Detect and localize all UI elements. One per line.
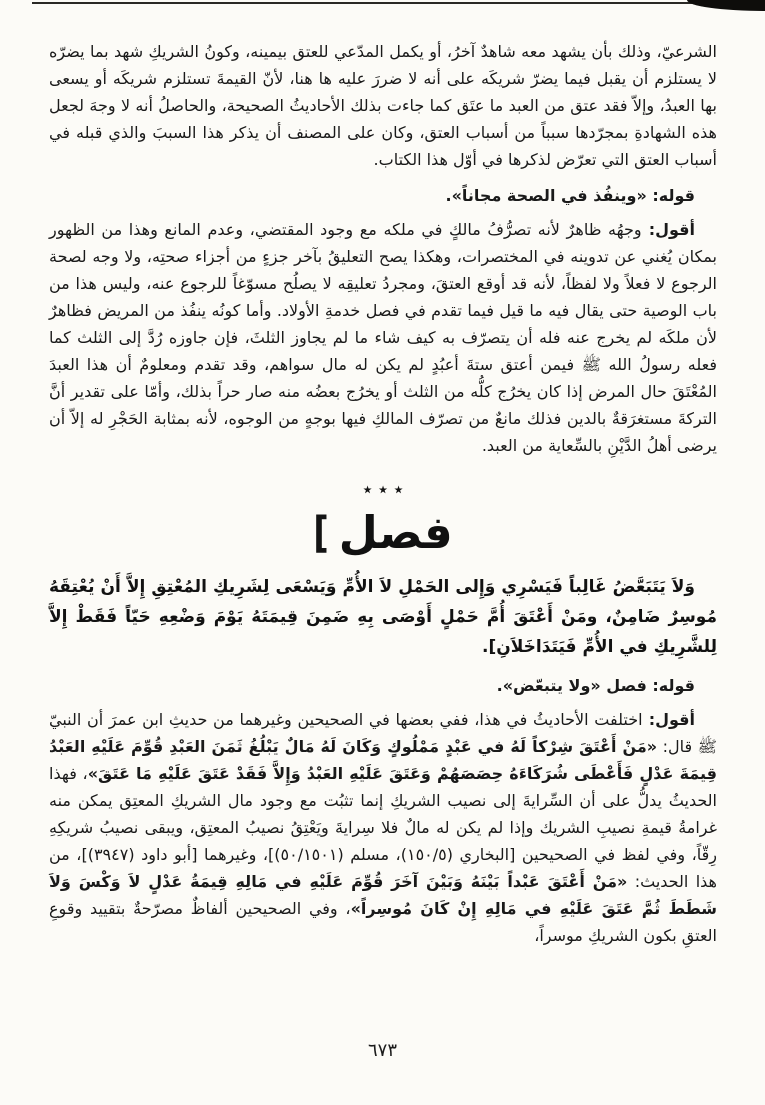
- hadith-quote-2: «مَنْ أَعْتَقَ عَبْداً بَيْنَهُ وَبَيْنَ آخَرَ قُوِّمَ عَلَيْهِ في مَالِهِ قِيمَةُ عَدْلٍ لاَ وَكْسَ وَلاَ شَطَطَ ثُمَّ عَتَقَ عَلَيْهِ في مَالِهِ إِنْ كَانَ مُوسِراً»: [49, 871, 717, 918]
- matn-open-bracket: [: [313, 507, 329, 558]
- aqul2-segment-1: اختلفت الأحاديثُ في هذا، ففي بعضها في الصحيحين وغيرهما من حديثِ ابن عمرَ أن النبيّ ﷺ قال:: [49, 709, 718, 756]
- fasl-calligraphy-word: فصل: [338, 506, 453, 559]
- aqul2-segment-3: ، فهذا الحديثُ يدلُّ على أن السِّرايةَ إلى نصيب الشريكِ إنما تثبُت مع وجود مال الشريكِ المعتِق يمكن منه غرامةُ قيمةِ نصيبِ الشريك وإذا لم يكن له مالٌ فلا سِرايةَ ويَعْتِقُ نصيبُ المعتِق، ويبقى نصيبُ شريكِهِ رِقّاً، وفي لفظ في الصحيحين [البخاري (١٥٠/٥)، مسلم (٥٠/١٥٠١)]، وغيرهما [أبو داود (٣٩٤٧)]، من هذا الحديث:: [49, 763, 718, 891]
- paragraph-continuation: الشرعيّ، وذلك بأن يشهد معه شاهدٌ آخرُ، أو يكمل المدّعي للعتق بيمينه، وكونُ الشريكِ شهد بما يضرّه لا يستلزم أن يقبل فيما يضرّ شريكَه على أنه لا ضررَ عليه ها هنا، لأنّ القيمةَ تستلزم شريكَه أو يسعى بها العبدُ، وإلاّ فقد عتق من العبد ما عتَق كما جاءت بذلك الأحاديثُ الصحيحة، والحاصلُ أنه لا وجهَ لجعل هذه الشهادةِ بمجرّدها سبباً من أسباب العتق، وكان على المصنف أن يذكر هذا السببَ والذي قبله في أسباب العتق التي تعرّض لذكرها في أوّل هذا الكتاب.: [49, 42, 717, 169]
- aqul-lead-1: أقول:: [641, 220, 696, 239]
- aqul2-segment-5: ، وفي الصحيحين ألفاظٌ مصرّحةٌ بتقييد وقوعِ العتقِ بكون الشريكِ موسراً،: [49, 898, 717, 945]
- scan-edge-line: [32, 2, 765, 4]
- aqul-paragraph-1: [49, 216, 717, 459]
- fasl-heading: [49, 508, 717, 558]
- qawluhu-line-1: قوله: «وينفُذ في الصحة مجاناً».: [445, 186, 695, 205]
- section-ornament: ٭ ٭ ٭: [362, 479, 404, 500]
- page-body: [49, 38, 717, 949]
- aqul-lead-2: أقول:: [642, 709, 696, 729]
- scan-corner-artifact: [687, 0, 765, 11]
- qawluhu-line-2: قوله: فصل «ولا يتبعّض».: [496, 675, 695, 695]
- hadith-quote-1: «مَنْ أَعْتَقَ شِرْكاً لَهُ في عَبْدٍ مَمْلُوكٍ وَكَانَ لَهُ مَالٌ يَبْلُغُ ثَمَنَ العَبْدِ قُوِّمَ عَلَيْهِ العَبْدُ قِيمَةَ عَدْلٍ فَأَعْطَى شُرَكَاءَهُ حِصَصَهُمْ وَعَتَقَ عَلَيْهِ العَبْدُ وَإِلاَّ فَقَدْ عَتَقَ عَلَيْهِ مَا عَتَقَ»: [49, 736, 717, 783]
- matn-paragraph: وَلاَ يَتَبَعَّضُ غَالِباً فَيَسْرِي وَإِلى الحَمْلِ لاَ الأُمِّ وَيَسْعَى لِشَرِيكِ المُعْتِقِ إِلاَّ أَنْ يُعْتِقَهُ مُوسِرٌ ضَامِنٌ، ومَنْ أَعْتَقَ أُمَّ حَمْلٍ أَوْصَى بِهِ ضَمِنَ قِيمَتَهُ يَوْمَ وَضْعِهِ حَيّاً فَقَطْ إِلاَّ لِلشَّرِيكِ في الأُمِّ فَيَتَدَاخَلاَنِ].: [49, 576, 717, 657]
- aqul-body-1: وجهُه ظاهرٌ لأنه تصرُّفُ مالكٍ في ملكه مع وجود المقتضي، وعدم المانع وهذا من الظهور بمكان يُغني عن تدوينه في المختصرات، وهكذا يصح التعليقُ بآخر جزءٍ من أجزاء صحتِه، ولا وجه لصحة الرجوع لا فعلاً ولا لفظاً، لأنه قد أوقع العتقَ، ومجردُ تعليقِه لا يصلُح مسوّغاً للرجوع عنه، وليس هذا من باب الوصية حتى يقال فيه ما قيل فيما تقدم في فصل خدمةِ الأولاد. وأما كونُه ينفُذ من المريض فظاهرٌ لأن ملكَه لم يخرج عنه فله أن يتصرّف به كيف شاء ما لم يجاوز الثلثَ، فإن جاوزه رُدَّ إلى الثلث كما فعله رسولُ الله ﷺ فيمن أعتق ستةَ أعبُدٍ لم يكن له مال سواهم، وقد تقدم ومعلومٌ أن هذا العبدَ المُعْتَقَ حال المرض إذا كان يخرُج كلُّه من الثلث أو يخرُج بعضُه منه صار حراً بذلك، وأمّا على تقدير أنَّ التركةَ مستغرَقةٌ بالدين فذلك مانعٌ من تصرّف المالكِ فيها بوجهٍ من الوجوه، لأنه بمثابة الحَجْرِ له إلاّ أن يرضى أهلُ الدَّيْنِ بالسِّعاية من العبد.: [49, 220, 717, 455]
- page-number: ٦٧٣: [367, 1040, 397, 1061]
- aqul-paragraph-2: [49, 706, 717, 949]
